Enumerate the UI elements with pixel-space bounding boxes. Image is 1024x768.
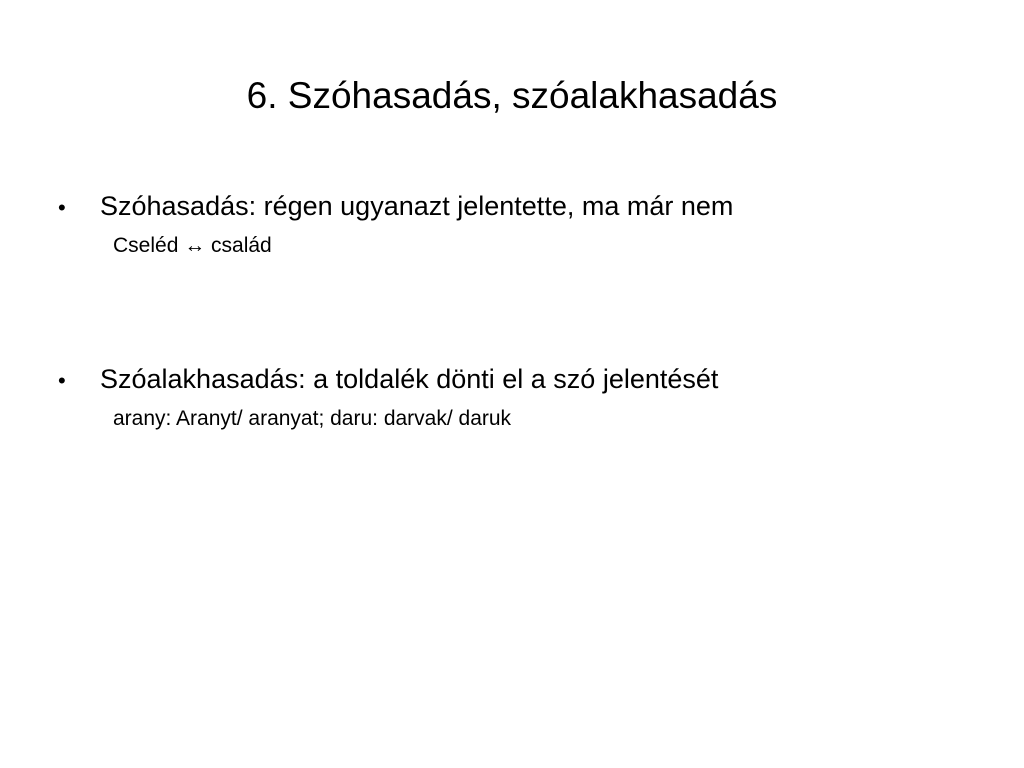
bullet-text: Szóalakhasadás: a toldalék dönti el a szó jelentését bbox=[100, 364, 719, 394]
sub-bullet-text: arany: Aranyt/ aranyat; daru: darvak/ daruk bbox=[113, 407, 512, 430]
bullet-item bbox=[58, 361, 978, 434]
bullet-item bbox=[58, 188, 978, 261]
bullet-marker: • bbox=[58, 368, 66, 393]
bullet-marker: • bbox=[58, 195, 66, 220]
sub-bullet-text: Cseléd ↔ család bbox=[113, 234, 272, 257]
slide-title: 6. Szóhasadás, szóalakhasadás bbox=[246, 75, 778, 116]
bullet-text: Szóhasadás: régen ugyanazt jelentette, ma már nem bbox=[100, 191, 734, 221]
bullet-row bbox=[58, 188, 978, 226]
bullet-row bbox=[58, 361, 978, 399]
